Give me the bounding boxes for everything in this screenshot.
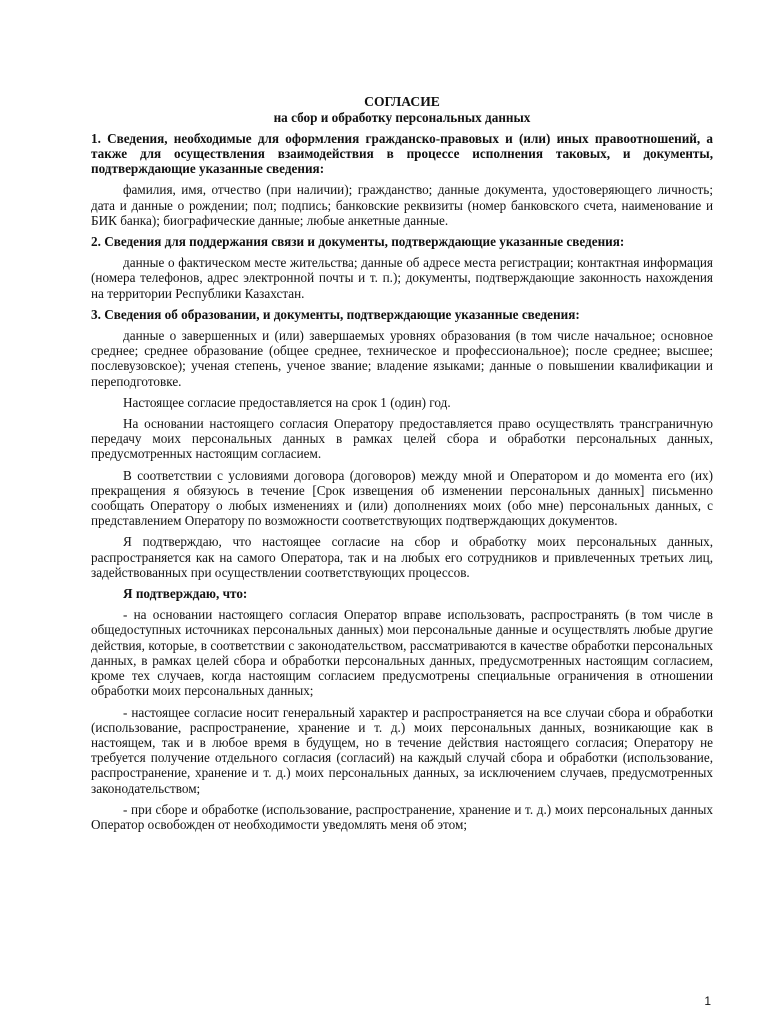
- confirm-heading: Я подтверждаю, что:: [123, 586, 248, 602]
- section-heading-1: 1. Сведения, необходимые для оформления гражданско-правовых и (или) иных правоотношений, а также для осуществления взаимодействия в процессе исполнения таковых, и документы, подтверждающие указанные сведения:: [91, 130, 713, 177]
- consent-term-paragraph: Настоящее согласие предоставляется на срок 1 (один) год.: [123, 394, 451, 410]
- section-body-1: фамилия, имя, отчество (при наличии); гражданство; данные документа, удостоверяющего личность; дата и данные о рождении; пол; подпись; банковские реквизиты (номер банковского счета, наименование и БИК банка); биографические данные; любые анкетные данные.: [91, 182, 713, 228]
- section-body-3: данные о завершенных и (или) завершаемых уровнях образования (в том числе начальное; основное среднее; среднее образование (общее среднее, техническое и профессиональное); после среднее; высшее; послевузовское); ученая степень, ученое звание; владение языками; данные о повышении квалификации и переподготовке.: [91, 328, 713, 389]
- confirm-item-2: - настоящее согласие носит генеральный характер и распространяется на все случаи сбора и обработки (использование, распространение, хранение и т. д.) моих персональных данных, возникающие как в настоящем, так и в любое время в будущем, но в течение действия настоящего согласия; Оператору не требуется получение отдельного согласия (согласий) на каждый случай сбора и обработки (использование, распространение, хранение и т. д.) моих персональных данных, за исключением случаев, предусмотренных законодательством;: [91, 704, 713, 796]
- section-heading-2: 2. Сведения для поддержания связи и документы, подтверждающие указанные сведения:: [91, 234, 625, 250]
- data-change-obligation-paragraph: В соответствии с условиями договора (договоров) между мной и Оператором и до момента его (их) прекращения я обязуюсь в течение [Срок извещения об изменении персональных данных] письменно сообщать Оператору о любых изменениях и (или) дополнениях моих (обо мне) персональных данных, с представлением Оператору по возможности соответствующих подтверждающих документов.: [91, 467, 713, 529]
- document-page: [91, 94, 713, 838]
- consent-scope-paragraph: Я подтверждаю, что настоящее согласие на сбор и обработку моих персональных данных, распространяется как на самого Оператора, так и на любых его сотрудников и привлеченных третьих лиц, задействованных при осуществлении соответствующих процессов.: [91, 534, 713, 580]
- confirm-item-3: - при сборе и обработке (использование, распространение, хранение и т. д.) моих персональных данных Оператор освобожден от необходимости уведомлять меня об этом;: [91, 801, 713, 832]
- document-subtitle: на сбор и обработку персональных данных: [273, 109, 531, 125]
- section-heading-3: 3. Сведения об образовании, и документы, подтверждающие указанные сведения:: [91, 306, 580, 322]
- section-body-2: данные о фактическом месте жительства; данные об адресе места регистрации; контактная информация (номера телефонов, адрес электронной почты и т. п.); документы, подтверждающие законность нахождения на территории Республики Казахстан.: [91, 255, 713, 301]
- document-title: СОГЛАСИЕ: [364, 94, 440, 109]
- page-number: 1: [704, 994, 711, 1008]
- confirm-item-1: - на основании настоящего согласия Оператор вправе использовать, распространять (в том числе в общедоступных источниках персональных данных) мои персональные данные и осуществлять любые другие действия, которые, в соответствии с законодательством, рассматриваются в качестве обработки персональных данных, в рамках целей сбора и обработки персональных данных, предусмотренных настоящим согласием, кроме тех случаев, когда настоящим согласием предусмотрены специальные ограничения в отношении обработки моих персональных данных;: [91, 607, 713, 699]
- cross-border-transfer-paragraph: На основании настоящего согласия Оператору предоставляется право осуществлять трансграничную передачу моих персональных данных в рамках целей сбора и обработки персональных данных, предусмотренных настоящим согласием.: [91, 416, 713, 462]
